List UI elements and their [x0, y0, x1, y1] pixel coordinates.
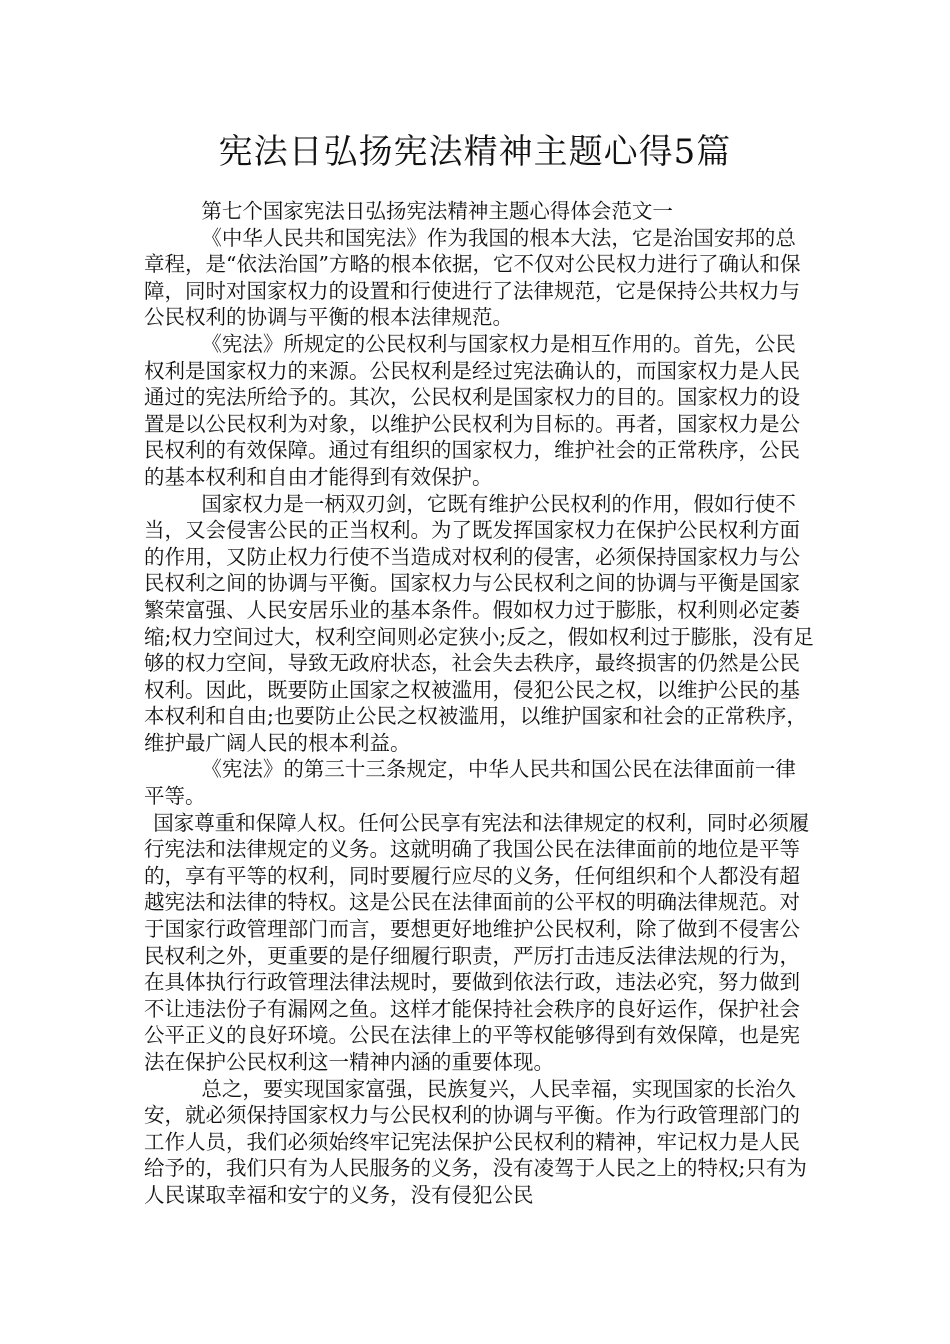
paragraph: 《宪法》的第三十三条规定，中华人民共和国公民在法律面前一律平等。: [144, 757, 796, 809]
paragraph: 总之，要实现国家富强，民族复兴，人民幸福，实现国家的长治久安，就必须保持国家权力与公民权利的协调与平衡。作为行政管理部门的工作人员，我们必须始终牢记宪法保护公民权利的精神，牢记权力是人民给予的，我们只有为人民服务的义务，没有凌驾于人民之上的特权;只有为人民谋取幸福和安宁的义务，没有侵犯公民: [144, 1076, 807, 1207]
page-title: 宪法日弘扬宪法精神主题心得5篇: [218, 132, 732, 172]
document-body: [144, 198, 816, 1209]
paragraph: 《中华人民共和国宪法》作为我国的根本大法，它是治国安邦的总章程，是“依法治国”方略的根本依据，它不仅对公民权力进行了确认和保障，同时对国家权力的设置和行使进行了法律规范，它是保持公共权力与公民权利的协调与平衡的根本法律规范。: [144, 225, 801, 330]
paragraph: 《宪法》所规定的公民权利与国家权力是相互作用的。首先，公民权利是国家权力的来源。公民权利是经过宪法确认的，而国家权力是人民通过的宪法所给予的。其次，公民权利是国家权力的目的。国家权力的设置是以公民权利为对象，以维护公民权利为目标的。再者，国家权力是公民权利的有效保障。通过有组织的国家权力，维护社会的正常秩序，公民的基本权利和自由才能得到有效保护。: [144, 331, 800, 489]
paragraph: 国家权力是一柄双刃剑，它既有维护公民权利的作用，假如行使不当，又会侵害公民的正当权利。为了既发挥国家权力在保护公民权利方面的作用，又防止权力行使不当造成对权利的侵害，必须保持国家权力与公民权利之间的协调与平衡。国家权力与公民权利之间的协调与平衡是国家繁荣富强、人民安居乐业的基本条件。假如权力过于膨胀，权利则必定萎缩;权力空间过大，权利空间则必定狭小;反之，假如权利过于膨胀，没有足够的权力空间，导致无政府状态，社会失去秩序，最终损害的仍然是公民权利。因此，既要防止国家之权被滥用，侵犯公民之权，以维护公民的基本权利和自由;也要防止公民之权被滥用，以维护国家和社会的正常秩序，维护最广阔人民的根本利益。: [144, 491, 814, 755]
paragraph: 国家尊重和保障人权。任何公民享有宪法和法律规定的权利，同时必须履行宪法和法律规定的义务。这就明确了我国公民在法律面前的地位是平等的，享有平等的权利，同时要履行应尽的义务，任何组织和个人都没有超越宪法和法律的特权。这是公民在法律面前的公平权的明确法律规范。对于国家行政管理部门而言，要想更好地维护公民权利，除了做到不侵害公民权利之外，更重要的是仔细履行职责，严厉打击违反法律法规的行为，在具体执行行政管理法律法规时，要做到依法行政，违法必究，努力做到不让违法份子有漏网之鱼。这样才能保持社会秩序的良好运作，保护社会公平正义的良好环境。公民在法律上的平等权能够得到有效保障，也是宪法在保护公民权利这一精神内涵的重要体现。: [144, 810, 810, 1074]
section-subtitle: 第七个国家宪法日弘扬宪法精神主题心得体会范文一: [201, 199, 673, 223]
